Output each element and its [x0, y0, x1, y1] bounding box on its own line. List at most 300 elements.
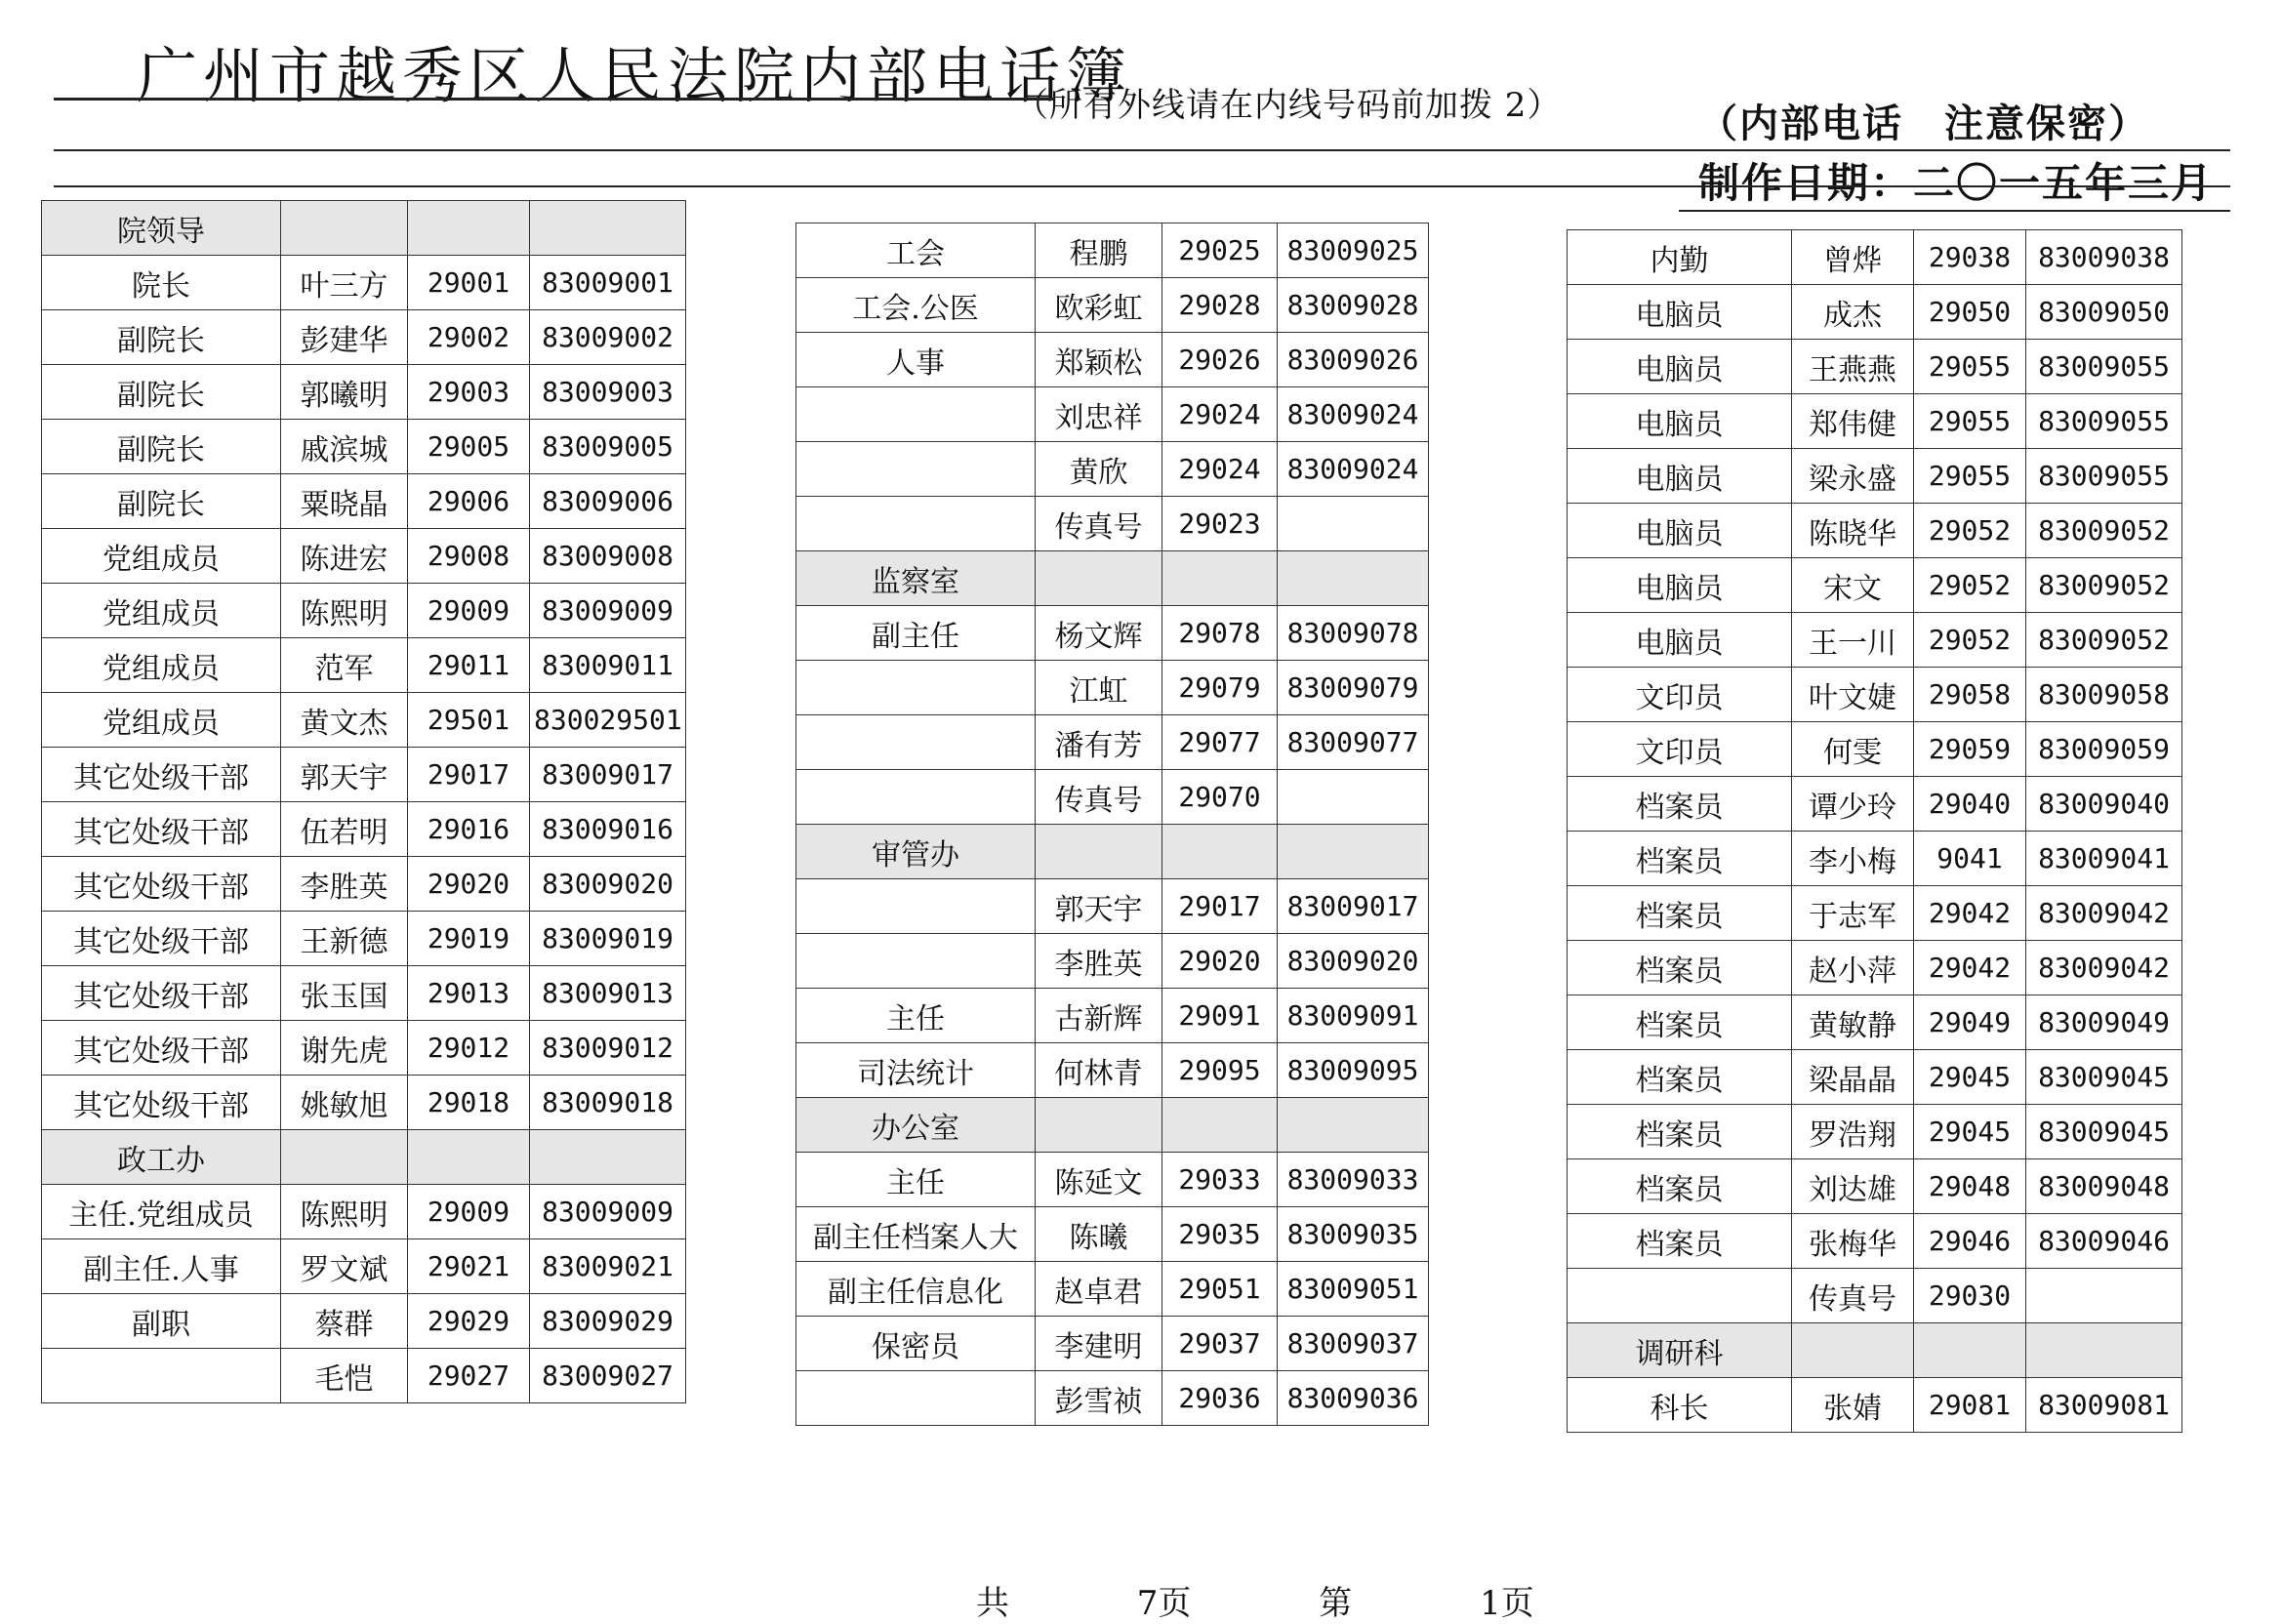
role-cell: 档案员 — [1568, 941, 1792, 995]
phone-cell: 83009059 — [2026, 722, 2182, 777]
role-cell: 科长 — [1568, 1378, 1792, 1433]
phone-cell: 83009055 — [2026, 394, 2182, 449]
extension-cell: 29017 — [408, 748, 530, 802]
phone-cell: 83009041 — [2026, 832, 2182, 886]
role-cell — [796, 879, 1036, 934]
extension-cell: 29013 — [408, 966, 530, 1021]
directory-row — [1568, 340, 2182, 394]
extension-cell: 29020 — [408, 857, 530, 912]
name-cell: 谢先虎 — [281, 1021, 408, 1076]
directory-row — [1568, 504, 2182, 558]
phone-cell — [1278, 551, 1429, 606]
directory-row — [1568, 1105, 2182, 1159]
role-cell: 其它处级干部 — [42, 748, 281, 802]
name-cell: 李胜英 — [1036, 934, 1162, 989]
extension-cell: 29021 — [408, 1239, 530, 1294]
extension-cell: 29051 — [1162, 1262, 1278, 1317]
directory-row — [42, 802, 686, 857]
extension-cell: 29011 — [408, 638, 530, 693]
extension-cell: 29023 — [1162, 497, 1278, 551]
phone-cell: 83009006 — [530, 474, 686, 529]
directory-table-left — [41, 200, 686, 1403]
name-cell: 黄文杰 — [281, 693, 408, 748]
directory-table-middle — [795, 223, 1429, 1426]
name-cell: 梁晶晶 — [1792, 1050, 1914, 1105]
phone-cell: 83009078 — [1278, 606, 1429, 661]
extension-cell: 29045 — [1914, 1105, 2026, 1159]
directory-row — [796, 442, 1429, 497]
phone-cell: 83009052 — [2026, 504, 2182, 558]
phone-cell: 83009008 — [530, 529, 686, 584]
directory-row — [42, 1294, 686, 1349]
role-cell: 主任 — [796, 989, 1036, 1043]
phone-cell: 83009091 — [1278, 989, 1429, 1043]
page-number: 第 1页 — [1319, 1584, 1534, 1623]
role-cell: 工会 — [796, 223, 1036, 278]
directory-table-right — [1567, 229, 2182, 1433]
name-cell: 李建明 — [1036, 1317, 1162, 1371]
role-cell: 工会.公医 — [796, 278, 1036, 333]
directory-row — [42, 748, 686, 802]
phone-cell — [1278, 770, 1429, 825]
extension-cell: 29003 — [408, 365, 530, 420]
header-rule-lower — [54, 185, 2230, 187]
phone-cell: 83009077 — [1278, 715, 1429, 770]
name-cell: 程鹏 — [1036, 223, 1162, 278]
phone-cell — [2026, 1323, 2182, 1378]
role-cell: 政工办 — [42, 1130, 281, 1185]
directory-row — [796, 278, 1429, 333]
name-cell: 郭天宇 — [1036, 879, 1162, 934]
extension-cell: 29020 — [1162, 934, 1278, 989]
phone-cell: 83009042 — [2026, 886, 2182, 941]
extension-cell: 29030 — [1914, 1269, 2026, 1323]
role-cell — [796, 934, 1036, 989]
name-cell: 赵小萍 — [1792, 941, 1914, 995]
extension-cell: 9041 — [1914, 832, 2026, 886]
phone-cell: 83009045 — [2026, 1050, 2182, 1105]
extension-cell: 29059 — [1914, 722, 2026, 777]
role-cell: 电脑员 — [1568, 449, 1792, 504]
role-cell: 档案员 — [1568, 1105, 1792, 1159]
name-cell: 张婧 — [1792, 1378, 1914, 1433]
name-cell: 梁永盛 — [1792, 449, 1914, 504]
phone-cell: 83009021 — [530, 1239, 686, 1294]
name-cell: 成杰 — [1792, 285, 1914, 340]
extension-cell: 29055 — [1914, 449, 2026, 504]
phone-cell: 83009058 — [2026, 668, 2182, 722]
section-header-row — [42, 201, 686, 256]
directory-row — [42, 693, 686, 748]
directory-row — [42, 474, 686, 529]
extension-cell: 29048 — [1914, 1159, 2026, 1214]
name-cell: 赵卓君 — [1036, 1262, 1162, 1317]
directory-row — [796, 1262, 1429, 1317]
name-cell: 张玉国 — [281, 966, 408, 1021]
name-cell: 欧彩虹 — [1036, 278, 1162, 333]
phone-cell: 83009005 — [530, 420, 686, 474]
extension-cell: 29045 — [1914, 1050, 2026, 1105]
extension-cell: 29050 — [1914, 285, 2026, 340]
phone-cell: 83009040 — [2026, 777, 2182, 832]
role-cell: 党组成员 — [42, 693, 281, 748]
name-cell — [281, 201, 408, 256]
directory-row — [796, 1371, 1429, 1426]
role-cell: 电脑员 — [1568, 394, 1792, 449]
name-cell: 黄欣 — [1036, 442, 1162, 497]
directory-row — [1568, 285, 2182, 340]
role-cell: 其它处级干部 — [42, 966, 281, 1021]
extension-cell: 29095 — [1162, 1043, 1278, 1098]
extension-cell: 29046 — [1914, 1214, 2026, 1269]
extension-cell — [1914, 1323, 2026, 1378]
name-cell — [1036, 551, 1162, 606]
directory-row — [1568, 1214, 2182, 1269]
extension-cell: 29018 — [408, 1076, 530, 1130]
phone-cell: 83009029 — [530, 1294, 686, 1349]
directory-row — [42, 966, 686, 1021]
date-value: 二〇一五年三月 — [1913, 159, 2215, 207]
page-footer — [976, 1576, 1534, 1624]
role-cell: 党组成员 — [42, 638, 281, 693]
phone-cell: 83009079 — [1278, 661, 1429, 715]
role-cell: 档案员 — [1568, 832, 1792, 886]
phone-cell: 83009048 — [2026, 1159, 2182, 1214]
directory-row — [796, 606, 1429, 661]
section-header-row — [42, 1130, 686, 1185]
role-cell — [42, 1349, 281, 1403]
name-cell: 王新德 — [281, 912, 408, 966]
role-cell — [1568, 1269, 1792, 1323]
extension-cell: 29006 — [408, 474, 530, 529]
phone-cell — [2026, 1269, 2182, 1323]
phone-cell: 83009050 — [2026, 285, 2182, 340]
extension-cell: 29024 — [1162, 387, 1278, 442]
role-cell: 人事 — [796, 333, 1036, 387]
role-cell: 内勤 — [1568, 230, 1792, 285]
phone-cell: 83009036 — [1278, 1371, 1429, 1426]
name-cell: 传真号 — [1036, 497, 1162, 551]
dialing-note: （所有外线请在内线号码前加拨 2） — [1015, 86, 1562, 125]
name-cell: 毛恺 — [281, 1349, 408, 1403]
extension-cell: 29012 — [408, 1021, 530, 1076]
role-cell: 档案员 — [1568, 886, 1792, 941]
name-cell: 王一川 — [1792, 613, 1914, 668]
role-cell: 副院长 — [42, 474, 281, 529]
name-cell: 曾烨 — [1792, 230, 1914, 285]
extension-cell: 29040 — [1914, 777, 2026, 832]
phone-cell: 83009028 — [1278, 278, 1429, 333]
role-cell: 副院长 — [42, 420, 281, 474]
extension-cell — [1162, 825, 1278, 879]
extension-cell: 29033 — [1162, 1153, 1278, 1207]
role-cell: 其它处级干部 — [42, 857, 281, 912]
phone-cell: 83009052 — [2026, 558, 2182, 613]
extension-cell: 29052 — [1914, 504, 2026, 558]
directory-row — [1568, 394, 2182, 449]
phone-cell: 83009018 — [530, 1076, 686, 1130]
role-cell — [796, 661, 1036, 715]
directory-row — [42, 365, 686, 420]
extension-cell: 29027 — [408, 1349, 530, 1403]
phone-cell: 83009020 — [1278, 934, 1429, 989]
extension-cell: 29038 — [1914, 230, 2026, 285]
name-cell: 刘忠祥 — [1036, 387, 1162, 442]
directory-row — [42, 1021, 686, 1076]
name-cell: 叶文婕 — [1792, 668, 1914, 722]
directory-row — [1568, 1378, 2182, 1433]
title-underline — [54, 98, 1054, 101]
role-cell: 其它处级干部 — [42, 912, 281, 966]
name-cell: 江虹 — [1036, 661, 1162, 715]
directory-row — [1568, 668, 2182, 722]
extension-cell: 29042 — [1914, 886, 2026, 941]
phone-cell: 83009003 — [530, 365, 686, 420]
directory-row — [796, 333, 1429, 387]
role-cell: 其它处级干部 — [42, 1021, 281, 1076]
extension-cell: 29042 — [1914, 941, 2026, 995]
phone-cell: 83009020 — [530, 857, 686, 912]
name-cell — [1792, 1323, 1914, 1378]
name-cell: 郭天宇 — [281, 748, 408, 802]
phone-cell: 83009024 — [1278, 442, 1429, 497]
name-cell: 范军 — [281, 638, 408, 693]
name-cell: 谭少玲 — [1792, 777, 1914, 832]
section-header-row — [796, 825, 1429, 879]
role-cell: 其它处级干部 — [42, 1076, 281, 1130]
name-cell: 陈熙明 — [281, 1185, 408, 1239]
phone-cell: 83009009 — [530, 1185, 686, 1239]
name-cell: 彭建华 — [281, 310, 408, 365]
extension-cell: 29025 — [1162, 223, 1278, 278]
role-cell: 院领导 — [42, 201, 281, 256]
directory-row — [796, 770, 1429, 825]
name-cell: 古新辉 — [1036, 989, 1162, 1043]
role-cell — [796, 1371, 1036, 1426]
name-cell: 何林青 — [1036, 1043, 1162, 1098]
role-cell: 档案员 — [1568, 995, 1792, 1050]
section-header-row — [1568, 1323, 2182, 1378]
role-cell: 电脑员 — [1568, 340, 1792, 394]
phone-cell: 83009035 — [1278, 1207, 1429, 1262]
name-cell: 何雯 — [1792, 722, 1914, 777]
phone-cell: 83009026 — [1278, 333, 1429, 387]
role-cell: 主任.党组成员 — [42, 1185, 281, 1239]
extension-cell: 29052 — [1914, 558, 2026, 613]
extension-cell: 29036 — [1162, 1371, 1278, 1426]
directory-row — [1568, 1269, 2182, 1323]
directory-row — [42, 1239, 686, 1294]
name-cell — [1036, 825, 1162, 879]
role-cell: 副院长 — [42, 310, 281, 365]
role-cell: 档案员 — [1568, 1214, 1792, 1269]
name-cell: 李小梅 — [1792, 832, 1914, 886]
extension-cell: 29001 — [408, 256, 530, 310]
phone-cell: 83009055 — [2026, 340, 2182, 394]
role-cell: 司法统计 — [796, 1043, 1036, 1098]
extension-cell: 29070 — [1162, 770, 1278, 825]
role-cell: 文印员 — [1568, 668, 1792, 722]
confidential-notice: （内部电话 注意保密） — [1698, 101, 2149, 146]
directory-row — [42, 912, 686, 966]
role-cell: 院长 — [42, 256, 281, 310]
extension-cell: 29028 — [1162, 278, 1278, 333]
phone-cell: 83009033 — [1278, 1153, 1429, 1207]
extension-cell: 29058 — [1914, 668, 2026, 722]
phone-cell: 83009017 — [530, 748, 686, 802]
phone-cell: 83009016 — [530, 802, 686, 857]
extension-cell — [408, 1130, 530, 1185]
role-cell: 副主任信息化 — [796, 1262, 1036, 1317]
directory-row — [1568, 1159, 2182, 1214]
name-cell: 罗文斌 — [281, 1239, 408, 1294]
directory-row — [42, 310, 686, 365]
name-cell: 传真号 — [1036, 770, 1162, 825]
name-cell: 王燕燕 — [1792, 340, 1914, 394]
name-cell: 彭雪祯 — [1036, 1371, 1162, 1426]
phone-cell: 83009045 — [2026, 1105, 2182, 1159]
directory-row — [1568, 832, 2182, 886]
phone-cell: 83009081 — [2026, 1378, 2182, 1433]
name-cell: 郭曦明 — [281, 365, 408, 420]
phone-cell: 83009009 — [530, 584, 686, 638]
name-cell: 蔡群 — [281, 1294, 408, 1349]
extension-cell: 29035 — [1162, 1207, 1278, 1262]
role-cell: 电脑员 — [1568, 285, 1792, 340]
role-cell: 电脑员 — [1568, 558, 1792, 613]
phone-cell — [1278, 825, 1429, 879]
extension-cell: 29016 — [408, 802, 530, 857]
name-cell: 郑伟健 — [1792, 394, 1914, 449]
name-cell: 于志军 — [1792, 886, 1914, 941]
directory-row — [42, 584, 686, 638]
role-cell: 副职 — [42, 1294, 281, 1349]
role-cell: 电脑员 — [1568, 504, 1792, 558]
extension-cell: 29037 — [1162, 1317, 1278, 1371]
extension-cell — [1162, 551, 1278, 606]
phone-cell: 83009027 — [530, 1349, 686, 1403]
directory-row — [796, 497, 1429, 551]
section-header-row — [796, 1098, 1429, 1153]
date-label: 制作日期： — [1698, 159, 1914, 207]
date-underline — [1679, 210, 2230, 212]
name-cell — [281, 1130, 408, 1185]
extension-cell: 29079 — [1162, 661, 1278, 715]
name-cell: 姚敏旭 — [281, 1076, 408, 1130]
name-cell: 宋文 — [1792, 558, 1914, 613]
role-cell: 副院长 — [42, 365, 281, 420]
phone-cell: 83009051 — [1278, 1262, 1429, 1317]
directory-row — [796, 879, 1429, 934]
directory-row — [42, 256, 686, 310]
directory-row — [796, 1043, 1429, 1098]
phone-cell: 83009049 — [2026, 995, 2182, 1050]
directory-row — [1568, 777, 2182, 832]
name-cell: 陈晓华 — [1792, 504, 1914, 558]
directory-row — [42, 529, 686, 584]
extension-cell: 29009 — [408, 1185, 530, 1239]
phone-cell: 83009001 — [530, 256, 686, 310]
phone-cell: 83009013 — [530, 966, 686, 1021]
directory-row — [42, 857, 686, 912]
directory-row — [1568, 230, 2182, 285]
role-cell: 主任 — [796, 1153, 1036, 1207]
role-cell: 办公室 — [796, 1098, 1036, 1153]
directory-row — [796, 223, 1429, 278]
directory-row — [42, 420, 686, 474]
total-pages: 共 7页 — [976, 1584, 1192, 1623]
directory-row — [1568, 995, 2182, 1050]
name-cell: 潘有芳 — [1036, 715, 1162, 770]
directory-row — [1568, 449, 2182, 504]
header-rule — [54, 149, 2230, 151]
extension-cell: 29501 — [408, 693, 530, 748]
role-cell: 其它处级干部 — [42, 802, 281, 857]
role-cell: 审管办 — [796, 825, 1036, 879]
directory-row — [42, 1185, 686, 1239]
phone-cell — [1278, 497, 1429, 551]
directory-row — [42, 1349, 686, 1403]
phone-cell: 83009037 — [1278, 1317, 1429, 1371]
name-cell: 张梅华 — [1792, 1214, 1914, 1269]
date-line — [1698, 151, 2214, 210]
role-cell: 文印员 — [1568, 722, 1792, 777]
directory-row — [796, 1207, 1429, 1262]
name-cell: 粟晓晶 — [281, 474, 408, 529]
phone-cell: 83009042 — [2026, 941, 2182, 995]
role-cell — [796, 770, 1036, 825]
name-cell: 陈延文 — [1036, 1153, 1162, 1207]
name-cell: 陈进宏 — [281, 529, 408, 584]
role-cell: 副主任 — [796, 606, 1036, 661]
role-cell — [796, 715, 1036, 770]
extension-cell: 29049 — [1914, 995, 2026, 1050]
directory-row — [796, 1153, 1429, 1207]
phone-cell: 83009025 — [1278, 223, 1429, 278]
phone-cell: 830029501 — [530, 693, 686, 748]
name-cell: 罗浩翔 — [1792, 1105, 1914, 1159]
role-cell: 副主任.人事 — [42, 1239, 281, 1294]
role-cell: 党组成员 — [42, 584, 281, 638]
phone-cell: 83009019 — [530, 912, 686, 966]
role-cell: 调研科 — [1568, 1323, 1792, 1378]
phone-cell — [1278, 1098, 1429, 1153]
name-cell: 叶三方 — [281, 256, 408, 310]
role-cell — [796, 442, 1036, 497]
directory-row — [1568, 1050, 2182, 1105]
extension-cell: 29002 — [408, 310, 530, 365]
name-cell: 戚滨城 — [281, 420, 408, 474]
name-cell: 陈曦 — [1036, 1207, 1162, 1262]
name-cell: 杨文辉 — [1036, 606, 1162, 661]
phone-cell: 83009002 — [530, 310, 686, 365]
directory-row — [796, 934, 1429, 989]
directory-row — [796, 989, 1429, 1043]
name-cell: 传真号 — [1792, 1269, 1914, 1323]
name-cell: 伍若明 — [281, 802, 408, 857]
section-header-row — [796, 551, 1429, 606]
name-cell: 李胜英 — [281, 857, 408, 912]
name-cell: 黄敏静 — [1792, 995, 1914, 1050]
extension-cell — [1162, 1098, 1278, 1153]
role-cell: 电脑员 — [1568, 613, 1792, 668]
phone-cell: 83009046 — [2026, 1214, 2182, 1269]
extension-cell: 29019 — [408, 912, 530, 966]
phone-cell: 83009012 — [530, 1021, 686, 1076]
name-cell: 郑颖松 — [1036, 333, 1162, 387]
phone-cell: 83009024 — [1278, 387, 1429, 442]
role-cell: 党组成员 — [42, 529, 281, 584]
